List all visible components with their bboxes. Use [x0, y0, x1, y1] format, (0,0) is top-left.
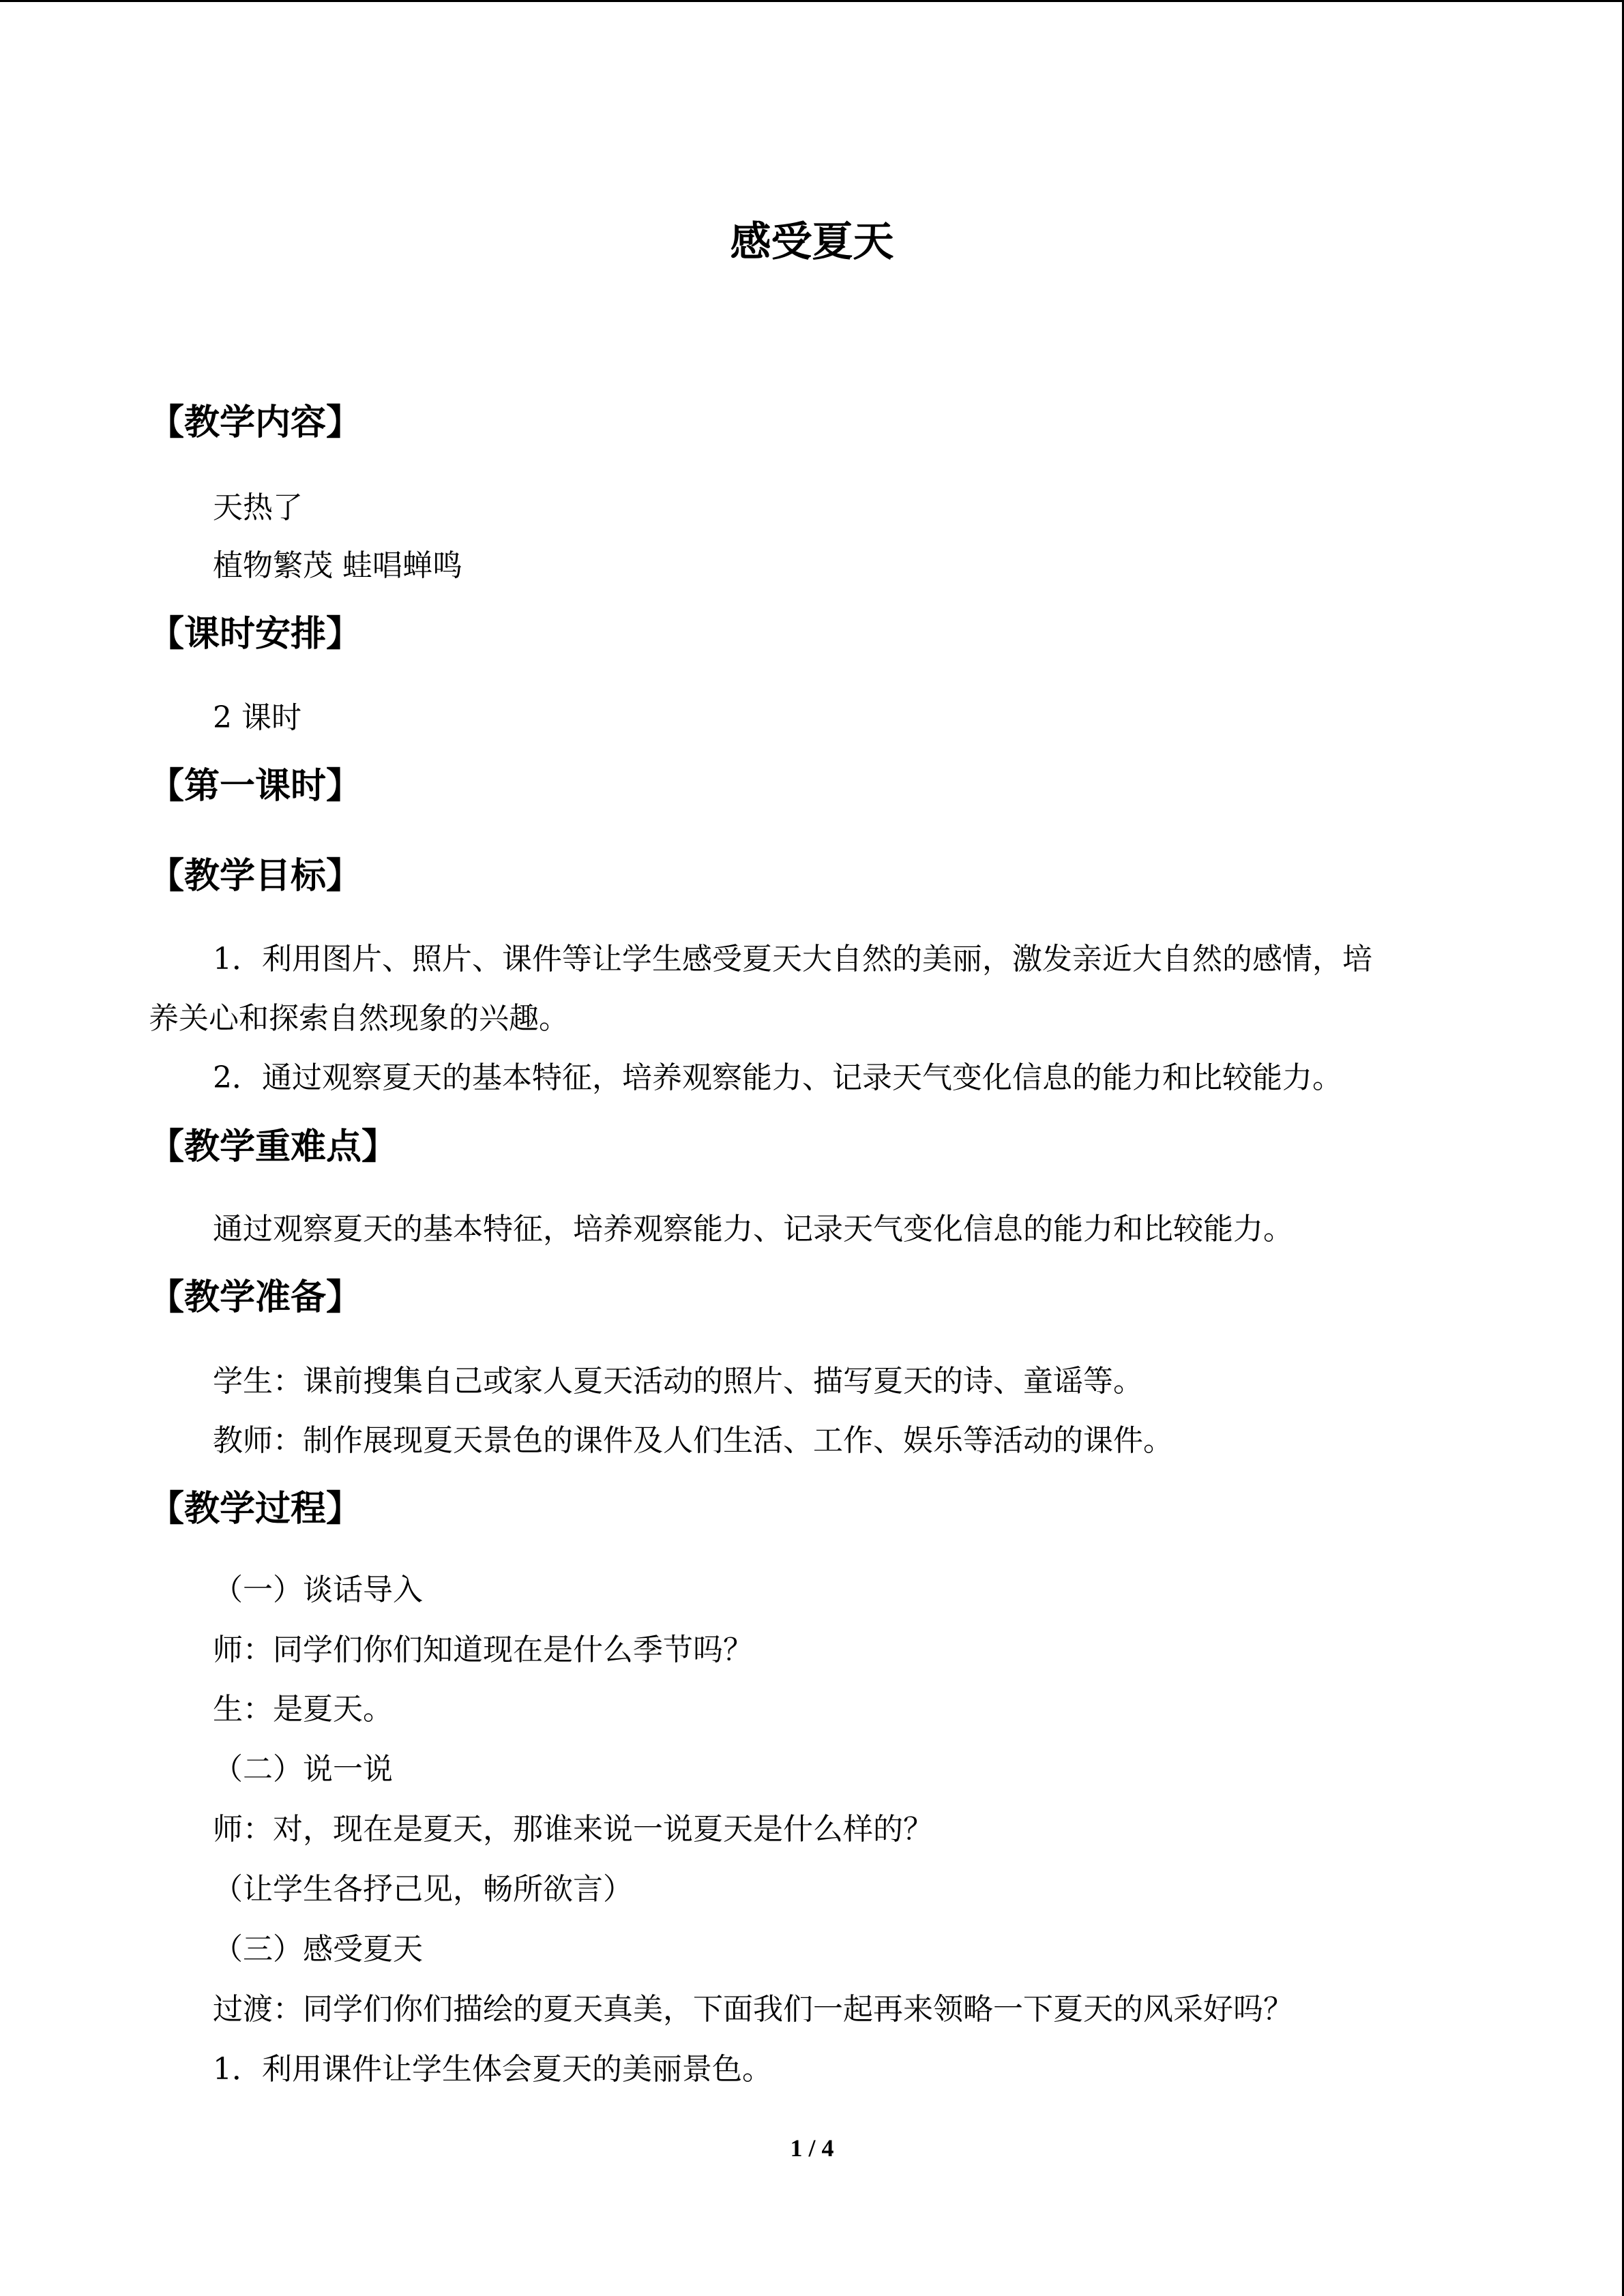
- preparation-teacher: 教师：制作展现夏天景色的课件及人们生活、工作、娱乐等活动的课件。: [213, 1423, 1173, 1458]
- document-title: 感受夏天: [730, 218, 894, 266]
- process-line-8: 过渡：同学们你们描绘的夏天真美，下面我们一起再来领略一下夏天的风采好吗？: [213, 1992, 1293, 2027]
- schedule-line-1: 2 课时: [213, 700, 301, 735]
- heading-teaching-content: 【教学内容】: [149, 402, 362, 443]
- goal-item-2: 2．通过观察夏天的基本特征，培养观察能力、记录天气变化信息的能力和比较能力。: [213, 1060, 1342, 1095]
- heading-lesson-one: 【第一课时】: [149, 766, 362, 807]
- heading-schedule: 【课时安排】: [149, 614, 362, 655]
- process-line-5: 师：对，现在是夏天，那谁来说一说夏天是什么样的？: [213, 1812, 933, 1847]
- preparation-students: 学生：课前搜集自己或家人夏天活动的照片、描写夏天的诗、童谣等。: [213, 1364, 1143, 1399]
- heading-preparation: 【教学准备】: [149, 1277, 362, 1318]
- process-line-1: （一）谈话导入: [213, 1572, 423, 1607]
- process-line-3: 生：是夏天。: [213, 1692, 393, 1727]
- content-line-1: 天热了: [213, 490, 303, 525]
- process-line-2: 师：同学们你们知道现在是什么季节吗？: [213, 1632, 753, 1667]
- process-line-7: （三）感受夏天: [213, 1932, 423, 1967]
- top-border: [0, 0, 1624, 2]
- process-line-4: （二）说一说: [213, 1752, 393, 1787]
- keypoints-line-1: 通过观察夏天的基本特征，培养观察能力、记录天气变化信息的能力和比较能力。: [213, 1212, 1293, 1247]
- heading-key-points: 【教学重难点】: [149, 1127, 398, 1167]
- page-number: 1 / 4: [790, 2134, 834, 2162]
- process-line-9: 1．利用课件让学生体会夏天的美丽景色。: [213, 2052, 772, 2087]
- process-line-6: （让学生各抒己见，畅所欲言）: [213, 1872, 633, 1907]
- content-line-2: 植物繁茂 蛙唱蝉鸣: [213, 548, 462, 583]
- heading-teaching-goals: 【教学目标】: [149, 856, 362, 897]
- goal-item-1-line-1: 1．利用图片、照片、课件等让学生感受夏天大自然的美丽，激发亲近大自然的感情，培: [213, 942, 1372, 976]
- goal-item-1-line-2: 养关心和探索自然现象的兴趣。: [149, 1001, 569, 1036]
- heading-teaching-process: 【教学过程】: [149, 1489, 362, 1530]
